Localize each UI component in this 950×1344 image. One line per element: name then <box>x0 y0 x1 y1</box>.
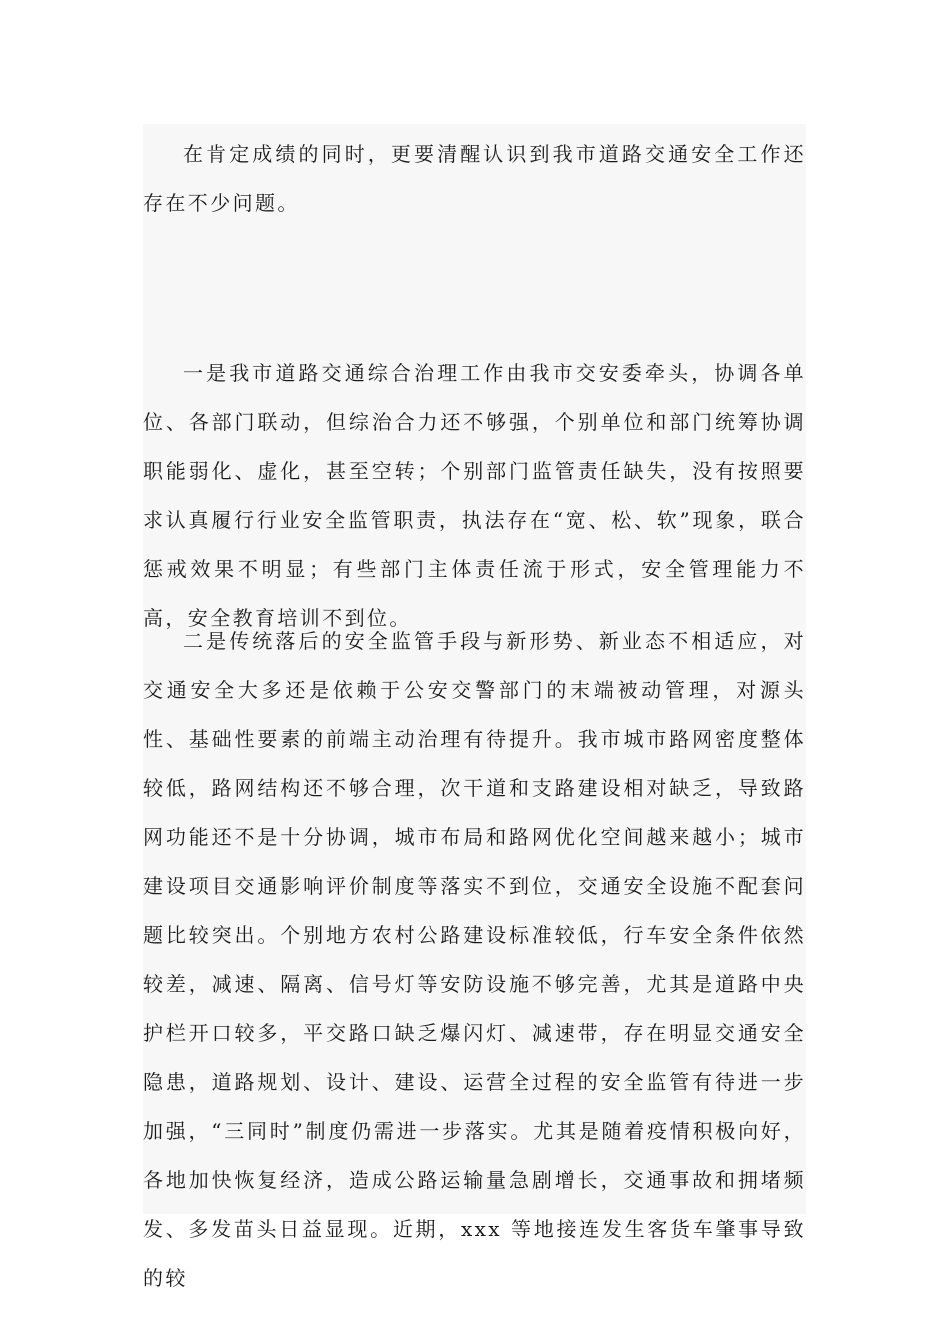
paragraph-problems-intro: 在肯定成绩的同时，更要清醒认识到我市道路交通安全工作还存在不少问题。 <box>143 142 806 215</box>
document-body <box>143 124 806 1290</box>
paragraph-point-two: 二是传统落后的安全监管手段与新形势、新业态不相适应，对交通安全大多还是依赖于公安交警部门的末端被动管理，对源头性、基础性要素的前端主动治理有待提升。我市城市路网密度整体较低，路网结构还不够合理，次干道和支路建设相对缺乏，导致路网功能还不是十分协调，城市布局和路网优化空间越来越小；城市建设项目交通影响评价制度等落实不到位，交通安全设施不配套问题比较突出。个别地方农村公路建设标准较低，行车安全条件依然较差，减速、隔离、信号灯等安防设施不够完善，尤其是道路中央护栏开口较多，平交路口缺乏爆闪灯、减速带，存在明显交通安全隐患，道路规划、设计、建设、运营全过程的安全监管有待进一步加强，“三同时”制度仍需进一步落实。尤其是随着疫情积极向好，各地加快恢复经济，造成公路运输量急剧增长，交通事故和拥堵频发、多发苗头日益显现。近期，xxx 等地接连发生客货车肇事导致的较 <box>143 629 806 1290</box>
paragraph-point-one: 一是我市道路交通综合治理工作由我市交安委牵头，协调各单位、各部门联动，但综治合力还不够强，个别单位和部门统筹协调职能弱化、虚化，甚至空转；个别部门监管责任缺失，没有按照要求认真履行行业安全监管职责，执法存在“宽、松、软”现象，联合惩戒效果不明显；有些部门主体责任流于形式，安全管理能力不高，安全教育培训不到位。 <box>143 361 806 630</box>
